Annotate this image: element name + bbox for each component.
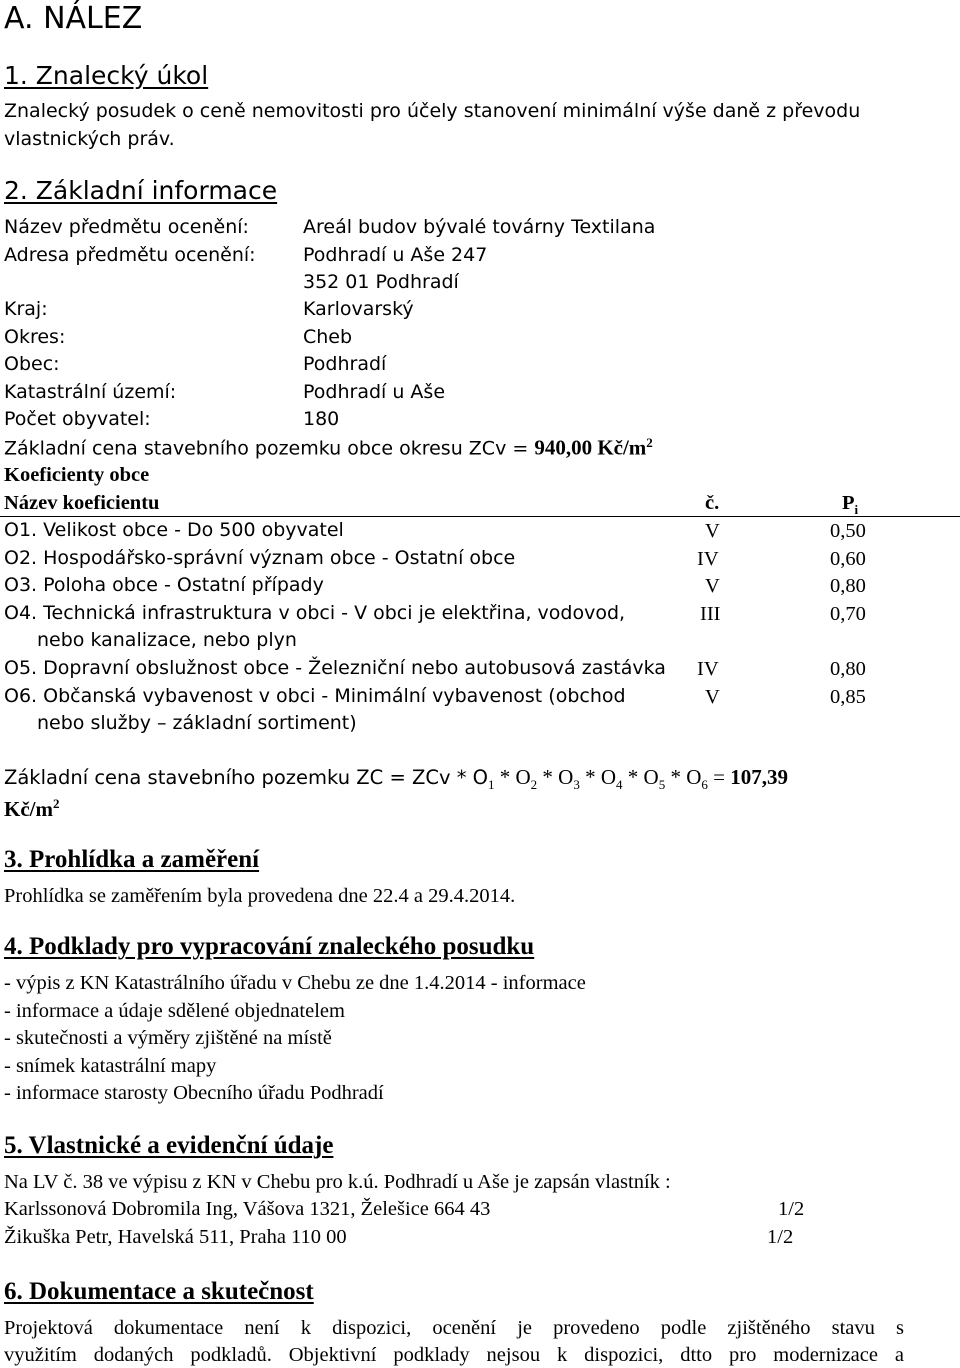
zcv-line [4,436,653,458]
label-katastr: Katastrální území: [4,381,177,403]
table-row-3-name: O3. Poloha obce - Ostatní případy [4,574,324,596]
table-row-1-name: O1. Velikost obce - Do 500 obyvatel [4,519,344,541]
zc-op-5: * O [665,765,702,789]
table-row-2-p: 0,60 [830,548,866,570]
zcv-sup: 2 [646,435,653,450]
value-obec: Podhradí [303,353,387,375]
value-kraj: Karlovarský [303,298,414,320]
label-nazev: Název předmětu ocenění: [4,216,249,238]
table-header-rule [0,516,960,517]
section-2-title: 2. Základní informace [4,176,278,205]
section-3-title: 3. Prohlídka a zaměření [4,846,260,873]
zc-op-4: * O [622,765,659,789]
table-row-6-p: 0,85 [830,686,866,708]
section-6-line-2: využitím dodaných podkladů. Objektivní podklady nejsou k dispozici, dtto pro modernizace a [4,1344,904,1366]
koeficienty-title: Koeficienty obce [4,464,150,486]
value-adresa-1: Podhradí u Aše 247 [303,244,488,266]
zc-sub-1: 1 [488,777,495,793]
table-row-4-name-cont: nebo kanalizace, nebo plyn [37,629,297,651]
owner-2-name: Žikuška Petr, Havelská 511, Praha 110 00 [4,1226,347,1248]
table-row-4-name: O4. Technická infrastruktura v obci - V obci je elektřina, vodovod, [4,602,626,624]
section-1-line-1: Znalecký posudek o ceně nemovitosti pro účely stanovení minimální výše daně z převodu [4,100,861,122]
zc-sub-5: 5 [658,777,666,793]
value-pocet: 180 [303,408,340,430]
table-header-p-label: P [842,492,855,514]
label-adresa: Adresa předmětu ocenění: [4,244,256,266]
table-header-p-sub: i [854,502,859,518]
zcv-text: Základní cena stavebního pozemku obce okresu ZCv = [4,437,535,460]
table-row-1-p: 0,50 [830,520,866,542]
table-row-3-p: 0,80 [830,575,866,597]
source-item-3: - skutečnosti a výměry zjištěné na místě [4,1027,332,1049]
table-header-p [842,493,858,516]
label-okres: Okres: [4,326,66,348]
value-nazev: Areál budov bývalé továrny Textilana [303,216,656,238]
section-6-title: 6. Dokumentace a skutečnost [4,1278,314,1305]
section-3-text: Prohlídka se zaměřením byla provedena dne 22.4 a 29.4.2014. [4,885,516,907]
zc-op-2: * O [537,765,574,789]
section-1-line-2: vlastnických práv. [4,128,175,150]
section-5-intro: Na LV č. 38 ve výpisu z KN v Chebu pro k.ú. Podhradí u Aše je zapsán vlastník : [4,1171,671,1193]
table-header-c: č. [705,492,720,514]
table-row-4-p: 0,70 [830,603,866,625]
source-item-2: - informace a údaje sdělené objednatelem [4,1000,345,1022]
table-row-2-c: IV [697,548,719,570]
table-row-5-p: 0,80 [830,658,866,680]
source-item-1: - výpis z KN Katastrálního úřadu v Chebu ze dne 1.4.2014 - informace [4,972,586,994]
zc-unit-text: Kč/m [4,797,53,821]
zc-unit-sup: 2 [52,796,60,811]
zc-sub-3: 3 [573,777,580,793]
label-obec: Obec: [4,353,60,375]
section-1-title: 1. Znalecký úkol [4,61,209,90]
table-row-2-name: O2. Hospodářsko-správní význam obce - Ostatní obce [4,547,516,569]
value-okres: Cheb [303,326,353,348]
source-item-5: - informace starosty Obecního úřadu Podhradí [4,1082,384,1104]
owner-1-share: 1/2 [778,1198,805,1220]
value-adresa-2: 352 01 Podhradí [303,271,459,293]
section-4-title: 4. Podklady pro vypracování znaleckého posudku [4,933,535,960]
table-row-4-c: III [700,603,721,625]
value-katastr: Podhradí u Aše [303,381,446,403]
table-row-3-c: V [705,575,720,597]
zc-op-3: * O [579,765,617,789]
table-row-1-c: V [705,520,720,542]
table-row-5-c: IV [697,658,719,680]
zc-formula [4,767,788,791]
owner-2-share: 1/2 [767,1226,794,1248]
zcv-value: 940,00 Kč/m [534,435,647,460]
zc-sub-6: 6 [701,777,708,793]
zc-sub-2: 2 [530,777,538,793]
zc-value: 107,39 [730,765,788,789]
owner-1-name: Karlssonová Dobromila Ing, Vášova 1321, Želešice 664 43 [4,1198,491,1220]
zc-prefix: Základní cena stavebního pozemku ZC = ZCv * O [4,766,488,789]
label-pocet: Počet obyvatel: [4,408,151,430]
page-heading: A. NÁLEZ [4,1,143,36]
section-5-title: 5. Vlastnické a evidenční údaje [4,1132,334,1159]
table-row-6-c: V [705,686,720,708]
table-header-name: Název koeficientu [4,492,160,514]
zc-unit [4,797,59,820]
section-6-line-1: Projektová dokumentace není k dispozici, ocenění je provedeno podle zjištěného stavu s [4,1317,904,1339]
zc-op-6: = [707,765,731,789]
source-item-4: - snímek katastrální mapy [4,1055,217,1077]
zc-sub-4: 4 [616,777,623,793]
table-row-5-name: O5. Dopravní obslužnost obce - Železniční nebo autobusová zastávka [4,657,666,679]
table-row-6-name-cont: nebo služby – základní sortiment) [37,712,357,734]
zc-op-1: * O [494,765,531,789]
label-kraj: Kraj: [4,298,48,320]
table-row-6-name: O6. Občanská vybavenost v obci - Minimální vybavenost (obchod [4,685,626,707]
